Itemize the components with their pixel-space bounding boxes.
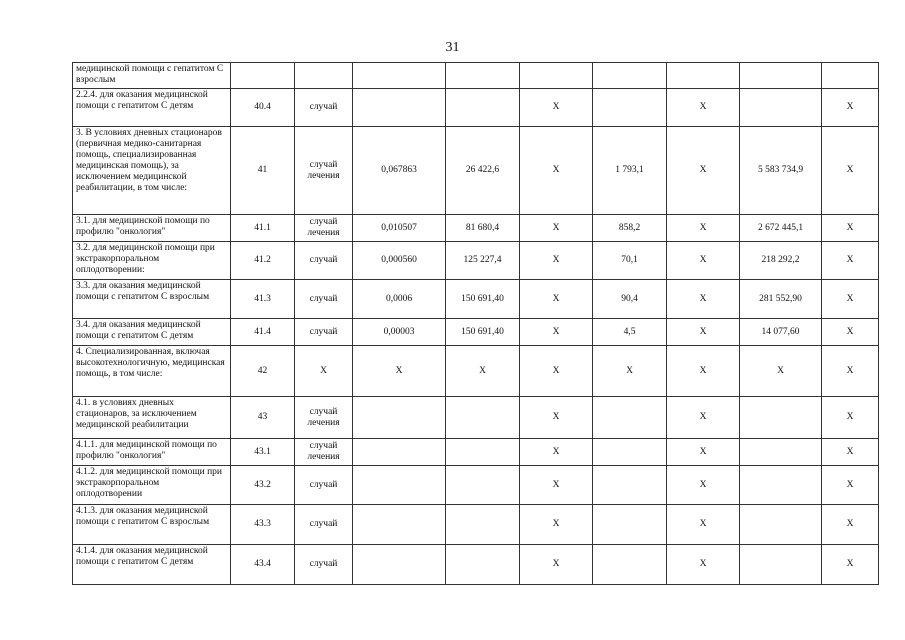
- row-col7: X: [667, 346, 740, 397]
- row-col6: 70,1: [593, 242, 667, 280]
- row-col9: X: [822, 346, 879, 397]
- row-code: 43.1: [231, 439, 295, 466]
- row-name: 4.1. в условиях дневных стационаров, за исключением медицинской реабилитации: [73, 397, 231, 439]
- row-col5: [520, 63, 593, 89]
- row-norm-cost: 150 691,40: [446, 280, 520, 319]
- row-col9: X: [822, 397, 879, 439]
- table-row: [73, 63, 879, 89]
- table-row: [73, 127, 879, 215]
- row-norm-volume: 0,000560: [353, 242, 446, 280]
- row-name: 4. Специализированная, включая высокотехнологичную, медицинская помощь, в том числе:: [73, 346, 231, 397]
- row-col9: X: [822, 89, 879, 127]
- row-norm-cost: [446, 466, 520, 505]
- row-name: 4.1.2. для медицинской помощи при экстракорпоральном оплодотворении: [73, 466, 231, 505]
- row-norm-volume: 0,00003: [353, 319, 446, 346]
- row-col7: X: [667, 127, 740, 215]
- row-name: медицинской помощи с гепатитом С взрослым: [73, 63, 231, 89]
- row-col5: X: [520, 319, 593, 346]
- row-unit: случай: [295, 280, 353, 319]
- row-col9: X: [822, 505, 879, 545]
- row-col6: [593, 545, 667, 585]
- row-col9: X: [822, 545, 879, 585]
- row-col9: X: [822, 280, 879, 319]
- row-col8: [740, 439, 822, 466]
- row-col6: [593, 397, 667, 439]
- row-name: 3.4. для оказания медицинской помощи с гепатитом С детям: [73, 319, 231, 346]
- row-col6: [593, 439, 667, 466]
- row-col8: [740, 466, 822, 505]
- row-col5: X: [520, 439, 593, 466]
- row-code: 41.3: [231, 280, 295, 319]
- row-col7: X: [667, 242, 740, 280]
- row-col6: [593, 89, 667, 127]
- row-code: 41.1: [231, 215, 295, 242]
- row-norm-volume: [353, 505, 446, 545]
- row-col9: X: [822, 127, 879, 215]
- row-col8: 281 552,90: [740, 280, 822, 319]
- row-unit: X: [295, 346, 353, 397]
- row-norm-cost: 81 680,4: [446, 215, 520, 242]
- row-col8: [740, 505, 822, 545]
- row-norm-volume: 0,010507: [353, 215, 446, 242]
- row-col6: [593, 505, 667, 545]
- row-name: 4.1.3. для оказания медицинской помощи с гепатитом С взрослым: [73, 505, 231, 545]
- row-norm-volume: [353, 397, 446, 439]
- page-number: 31: [445, 40, 460, 55]
- row-col8: X: [740, 346, 822, 397]
- row-unit: случай лечения: [295, 397, 353, 439]
- row-code: 43.3: [231, 505, 295, 545]
- row-unit: случай: [295, 466, 353, 505]
- row-col7: X: [667, 215, 740, 242]
- table-row: [73, 89, 879, 127]
- row-name: 3.2. для медицинской помощи при экстракорпоральном оплодотворении:: [73, 242, 231, 280]
- table-row: [73, 439, 879, 466]
- row-unit: случай: [295, 89, 353, 127]
- row-code: 43: [231, 397, 295, 439]
- row-col6: 90,4: [593, 280, 667, 319]
- row-name: 3.1. для медицинской помощи по профилю "онкология": [73, 215, 231, 242]
- row-unit: [295, 63, 353, 89]
- row-norm-volume: 0,0006: [353, 280, 446, 319]
- row-code: 41: [231, 127, 295, 215]
- row-code: 42: [231, 346, 295, 397]
- row-col6: 4,5: [593, 319, 667, 346]
- row-norm-volume: [353, 466, 446, 505]
- row-col9: X: [822, 466, 879, 505]
- table-row: [73, 466, 879, 505]
- row-col8: [740, 545, 822, 585]
- row-norm-volume: [353, 63, 446, 89]
- row-col6: [593, 63, 667, 89]
- row-col8: [740, 63, 822, 89]
- row-name: 4.1.4. для оказания медицинской помощи с гепатитом С детям: [73, 545, 231, 585]
- row-col9: X: [822, 439, 879, 466]
- row-norm-cost: 150 691,40: [446, 319, 520, 346]
- row-norm-cost: [446, 439, 520, 466]
- row-unit: случай лечения: [295, 127, 353, 215]
- row-norm-cost: [446, 505, 520, 545]
- row-unit: случай: [295, 319, 353, 346]
- row-col6: 1 793,1: [593, 127, 667, 215]
- row-name: 4.1.1. для медицинской помощи по профилю "онкология": [73, 439, 231, 466]
- row-name: 3.3. для оказания медицинской помощи с гепатитом С взрослым: [73, 280, 231, 319]
- row-norm-volume: [353, 439, 446, 466]
- table-row: [73, 319, 879, 346]
- row-col6: X: [593, 346, 667, 397]
- row-col7: X: [667, 397, 740, 439]
- row-col8: 5 583 734,9: [740, 127, 822, 215]
- row-col7: X: [667, 319, 740, 346]
- row-col9: X: [822, 319, 879, 346]
- row-col7: X: [667, 280, 740, 319]
- row-col8: [740, 89, 822, 127]
- row-norm-cost: [446, 545, 520, 585]
- row-unit: случай: [295, 505, 353, 545]
- table-row: [73, 215, 879, 242]
- table-row: [73, 346, 879, 397]
- row-norm-volume: [353, 545, 446, 585]
- row-unit: случай: [295, 545, 353, 585]
- row-col9: X: [822, 215, 879, 242]
- row-unit: случай лечения: [295, 215, 353, 242]
- row-norm-cost: [446, 89, 520, 127]
- table-row: [73, 545, 879, 585]
- row-col7: X: [667, 439, 740, 466]
- row-unit: случай лечения: [295, 439, 353, 466]
- row-norm-cost: [446, 397, 520, 439]
- row-col7: X: [667, 505, 740, 545]
- row-name: 2.2.4. для оказания медицинской помощи с гепатитом С детям: [73, 89, 231, 127]
- row-norm-volume: [353, 89, 446, 127]
- table-row: [73, 280, 879, 319]
- row-col8: 14 077,60: [740, 319, 822, 346]
- row-col5: X: [520, 397, 593, 439]
- row-col5: X: [520, 505, 593, 545]
- table-row: [73, 242, 879, 280]
- row-code: 41.2: [231, 242, 295, 280]
- row-norm-cost: X: [446, 346, 520, 397]
- row-col5: X: [520, 545, 593, 585]
- row-unit: случай: [295, 242, 353, 280]
- row-col8: [740, 397, 822, 439]
- row-norm-volume: 0,067863: [353, 127, 446, 215]
- row-col7: X: [667, 89, 740, 127]
- row-col5: X: [520, 242, 593, 280]
- row-col5: X: [520, 466, 593, 505]
- row-col7: [667, 63, 740, 89]
- row-code: 41.4: [231, 319, 295, 346]
- row-col5: X: [520, 346, 593, 397]
- tariff-table: [72, 62, 879, 585]
- table-row: [73, 397, 879, 439]
- row-col8: 218 292,2: [740, 242, 822, 280]
- row-norm-volume: X: [353, 346, 446, 397]
- row-name: 3. В условиях дневных стационаров (первичная медико-санитарная помощь, специализированная медицинская помощь), за исключением медицинской реабилитации, в том числе:: [73, 127, 231, 215]
- row-col8: 2 672 445,1: [740, 215, 822, 242]
- row-col5: X: [520, 215, 593, 242]
- row-col7: X: [667, 545, 740, 585]
- row-code: [231, 63, 295, 89]
- row-code: 40.4: [231, 89, 295, 127]
- row-col9: X: [822, 242, 879, 280]
- row-code: 43.2: [231, 466, 295, 505]
- row-col5: X: [520, 127, 593, 215]
- row-code: 43.4: [231, 545, 295, 585]
- row-col7: X: [667, 466, 740, 505]
- row-col5: X: [520, 280, 593, 319]
- row-col9: [822, 63, 879, 89]
- row-norm-cost: 125 227,4: [446, 242, 520, 280]
- row-norm-cost: [446, 63, 520, 89]
- row-col5: X: [520, 89, 593, 127]
- row-col6: [593, 466, 667, 505]
- table-row: [73, 505, 879, 545]
- row-norm-cost: 26 422,6: [446, 127, 520, 215]
- row-col6: 858,2: [593, 215, 667, 242]
